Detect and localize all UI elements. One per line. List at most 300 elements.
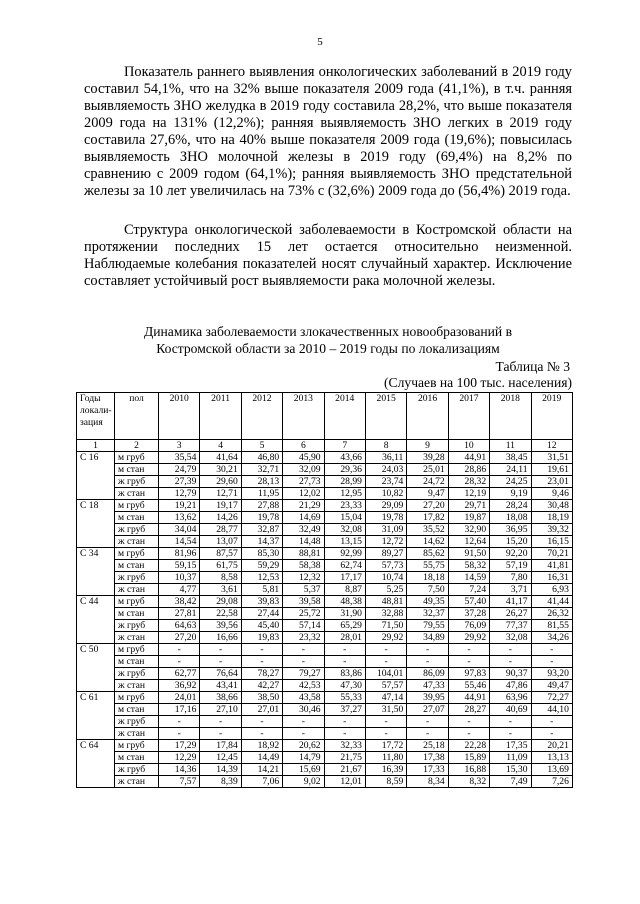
value-cell: 12,19 (448, 488, 489, 500)
value-cell: 27,01 (241, 704, 282, 716)
value-cell: 41,64 (200, 452, 241, 464)
value-cell: 15,30 (490, 764, 531, 776)
table-row (77, 536, 573, 548)
value-cell: 72,27 (531, 692, 572, 704)
value-cell: 31,90 (324, 608, 365, 620)
value-cell: 12,29 (159, 752, 200, 764)
value-cell: 20,62 (283, 740, 324, 752)
value-cell: 21,67 (324, 764, 365, 776)
value-cell: 77,37 (490, 620, 531, 632)
sex-rate-type-cell: ж стан (115, 536, 159, 548)
table-row (77, 512, 573, 524)
value-cell: 14,54 (159, 536, 200, 548)
value-cell: 49,47 (531, 680, 572, 692)
value-cell: 87,57 (200, 548, 241, 560)
value-cell: 38,42 (159, 596, 200, 608)
value-cell: 14,59 (448, 572, 489, 584)
value-cell: 35,52 (407, 524, 448, 536)
value-cell: 71,50 (365, 620, 406, 632)
value-cell: 8,87 (324, 584, 365, 596)
table-row (77, 644, 573, 656)
value-cell: 18,19 (531, 512, 572, 524)
value-cell: 8,39 (200, 776, 241, 788)
value-cell: 14,26 (200, 512, 241, 524)
sex-rate-type-cell: м груб (115, 548, 159, 560)
page-number: 5 (317, 36, 323, 48)
value-cell: - (324, 716, 365, 728)
sex-rate-type-cell: м груб (115, 644, 159, 656)
value-cell: 32,37 (407, 608, 448, 620)
table-row (77, 680, 573, 692)
sex-rate-type-cell: ж груб (115, 572, 159, 584)
table-row (77, 452, 573, 464)
column-number: 5 (241, 440, 282, 452)
value-cell: 25,18 (407, 740, 448, 752)
value-cell: 81,96 (159, 548, 200, 560)
sex-rate-type-cell: м стан (115, 464, 159, 476)
sex-rate-type-cell: ж стан (115, 728, 159, 740)
column-number: 11 (490, 440, 531, 452)
value-cell: 9,46 (531, 488, 572, 500)
value-cell: 57,40 (448, 596, 489, 608)
value-cell: 32,90 (448, 524, 489, 536)
value-cell: 47,86 (490, 680, 531, 692)
table-caption-line-2: Костромской области за 2010 – 2019 годы по локализациям (156, 341, 500, 356)
value-cell: 43,41 (200, 680, 241, 692)
value-cell: 39,28 (407, 452, 448, 464)
sex-rate-type-cell: ж груб (115, 620, 159, 632)
column-number: 7 (324, 440, 365, 452)
localization-cell: С 18 (77, 500, 115, 548)
sex-rate-type-cell: м груб (115, 740, 159, 752)
value-cell: 32,33 (324, 740, 365, 752)
value-cell: 24,11 (490, 464, 531, 476)
column-number: 8 (365, 440, 406, 452)
value-cell: 76,09 (448, 620, 489, 632)
value-cell: 49,35 (407, 596, 448, 608)
value-cell: - (200, 656, 241, 668)
value-cell: 44,10 (531, 704, 572, 716)
value-cell: 13,69 (531, 764, 572, 776)
column-number: 10 (448, 440, 489, 452)
value-cell: 29,36 (324, 464, 365, 476)
value-cell: 7,80 (490, 572, 531, 584)
value-cell: 44,91 (448, 452, 489, 464)
value-cell: 37,28 (448, 608, 489, 620)
value-cell: 12,53 (241, 572, 282, 584)
value-cell: 12,64 (448, 536, 489, 548)
value-cell: 15,69 (283, 764, 324, 776)
value-cell: 65,29 (324, 620, 365, 632)
value-cell: 57,14 (283, 620, 324, 632)
value-cell: 12,71 (200, 488, 241, 500)
value-cell: 6,93 (531, 584, 572, 596)
sex-rate-type-cell: ж груб (115, 764, 159, 776)
value-cell: 85,62 (407, 548, 448, 560)
value-cell: - (490, 644, 531, 656)
column-number: 2 (115, 440, 159, 452)
value-cell: 24,03 (365, 464, 406, 476)
value-cell: 14,48 (283, 536, 324, 548)
sex-rate-type-cell: ж груб (115, 716, 159, 728)
header-first-line-1: Годы (80, 393, 101, 404)
value-cell: 27,20 (407, 500, 448, 512)
table-row (77, 500, 573, 512)
header-year: 2014 (324, 393, 365, 440)
value-cell: - (448, 644, 489, 656)
table-row (77, 668, 573, 680)
header-year: 2010 (159, 393, 200, 440)
value-cell: 7,50 (407, 584, 448, 596)
value-cell: 57,57 (365, 680, 406, 692)
table-caption (84, 323, 572, 357)
value-cell: 23,01 (531, 476, 572, 488)
value-cell: 32,09 (283, 464, 324, 476)
value-cell: 12,32 (283, 572, 324, 584)
value-cell: 39,32 (531, 524, 572, 536)
value-cell: 46,80 (241, 452, 282, 464)
value-cell: 92,20 (490, 548, 531, 560)
sex-rate-type-cell: м стан (115, 608, 159, 620)
value-cell: 21,75 (324, 752, 365, 764)
value-cell: 17,72 (365, 740, 406, 752)
value-cell: 45,40 (241, 620, 282, 632)
value-cell: 17,17 (324, 572, 365, 584)
sex-rate-type-cell: м груб (115, 500, 159, 512)
value-cell: 78,27 (241, 668, 282, 680)
value-cell: 26,32 (531, 608, 572, 620)
table-row (77, 476, 573, 488)
value-cell: 17,16 (159, 704, 200, 716)
value-cell: 18,92 (241, 740, 282, 752)
value-cell: 28,27 (448, 704, 489, 716)
value-cell: - (448, 716, 489, 728)
value-cell: - (159, 716, 200, 728)
value-cell: 34,89 (407, 632, 448, 644)
value-cell: 16,88 (448, 764, 489, 776)
header-year: 2012 (241, 393, 282, 440)
value-cell: 14,62 (407, 536, 448, 548)
value-cell: 24,72 (407, 476, 448, 488)
table-row (77, 560, 573, 572)
value-cell: 14,36 (159, 764, 200, 776)
value-cell: 8,59 (365, 776, 406, 788)
value-cell: 12,45 (200, 752, 241, 764)
header-year: 2015 (365, 393, 406, 440)
value-cell: 36,95 (490, 524, 531, 536)
value-cell: 55,75 (407, 560, 448, 572)
value-cell: 16,39 (365, 764, 406, 776)
value-cell: - (490, 716, 531, 728)
value-cell: 17,35 (490, 740, 531, 752)
value-cell: 19,78 (241, 512, 282, 524)
table-label: Таблица № 3 (495, 359, 570, 374)
value-cell: - (283, 716, 324, 728)
value-cell: 24,25 (490, 476, 531, 488)
column-number: 4 (200, 440, 241, 452)
value-cell: 25,01 (407, 464, 448, 476)
sex-rate-type-cell: м стан (115, 752, 159, 764)
value-cell: - (159, 728, 200, 740)
value-cell: 12,02 (283, 488, 324, 500)
value-cell: 30,48 (531, 500, 572, 512)
sex-rate-type-cell: ж стан (115, 584, 159, 596)
value-cell: 81,55 (531, 620, 572, 632)
value-cell: 27,73 (283, 476, 324, 488)
value-cell: 15,89 (448, 752, 489, 764)
value-cell: 39,83 (241, 596, 282, 608)
value-cell: - (407, 728, 448, 740)
column-number: 1 (77, 440, 115, 452)
value-cell: 27,44 (241, 608, 282, 620)
header-years-localization (77, 393, 115, 440)
table-caption-line-1: Динамика заболеваемости злокачественных новообразований в (143, 324, 513, 339)
column-number: 3 (159, 440, 200, 452)
value-cell: - (283, 728, 324, 740)
value-cell: 11,95 (241, 488, 282, 500)
localization-cell: С 16 (77, 452, 115, 500)
table-row (77, 776, 573, 788)
value-cell: 37,27 (324, 704, 365, 716)
column-number: 12 (531, 440, 572, 452)
value-cell: 15,20 (490, 536, 531, 548)
table-row (77, 728, 573, 740)
value-cell: 27,20 (159, 632, 200, 644)
value-cell: - (448, 656, 489, 668)
value-cell: - (531, 644, 572, 656)
value-cell: 42,27 (241, 680, 282, 692)
value-cell: 3,61 (200, 584, 241, 596)
value-cell: 48,38 (324, 596, 365, 608)
value-cell: 58,32 (448, 560, 489, 572)
value-cell: 9,47 (407, 488, 448, 500)
value-cell: 13,15 (324, 536, 365, 548)
value-cell: - (531, 656, 572, 668)
value-cell: 47,30 (324, 680, 365, 692)
header-year: 2011 (200, 393, 241, 440)
value-cell: 29,09 (365, 500, 406, 512)
value-cell: 83,86 (324, 668, 365, 680)
value-cell: - (365, 728, 406, 740)
value-cell: 5,25 (365, 584, 406, 596)
value-cell: 32,71 (241, 464, 282, 476)
value-cell: - (241, 716, 282, 728)
value-cell: 55,46 (448, 680, 489, 692)
value-cell: - (241, 656, 282, 668)
value-cell: 79,55 (407, 620, 448, 632)
value-cell: 13,07 (200, 536, 241, 548)
value-cell: 16,66 (200, 632, 241, 644)
value-cell: 11,80 (365, 752, 406, 764)
sex-rate-type-cell: м стан (115, 560, 159, 572)
value-cell: - (365, 656, 406, 668)
sex-rate-type-cell: ж стан (115, 680, 159, 692)
value-cell: 27,10 (200, 704, 241, 716)
value-cell: 8,58 (200, 572, 241, 584)
value-cell: 10,74 (365, 572, 406, 584)
value-cell: 7,57 (159, 776, 200, 788)
table-row (77, 740, 573, 752)
header-first-line-2: локали- (80, 405, 112, 416)
table-row (77, 608, 573, 620)
value-cell: 19,17 (200, 500, 241, 512)
value-cell: 32,08 (324, 524, 365, 536)
value-cell: 38,45 (490, 452, 531, 464)
table-header-row (77, 393, 573, 440)
value-cell: - (365, 644, 406, 656)
value-cell: 12,01 (324, 776, 365, 788)
table-units-note: (Случаев на 100 тыс. населения) (384, 375, 572, 390)
value-cell: 14,79 (283, 752, 324, 764)
value-cell: 25,72 (283, 608, 324, 620)
value-cell: 29,71 (448, 500, 489, 512)
value-cell: 28,99 (324, 476, 365, 488)
value-cell: 5,81 (241, 584, 282, 596)
value-cell: 39,58 (283, 596, 324, 608)
value-cell: 12,79 (159, 488, 200, 500)
value-cell: 17,82 (407, 512, 448, 524)
header-first-line-3: зация (80, 417, 103, 428)
sex-rate-type-cell: ж груб (115, 524, 159, 536)
value-cell: 85,30 (241, 548, 282, 560)
value-cell: - (407, 716, 448, 728)
value-cell: 16,31 (531, 572, 572, 584)
value-cell: 28,24 (490, 500, 531, 512)
value-cell: 7,24 (448, 584, 489, 596)
value-cell: 92,99 (324, 548, 365, 560)
sex-rate-type-cell: ж груб (115, 668, 159, 680)
table-row (77, 752, 573, 764)
sex-rate-type-cell: м груб (115, 452, 159, 464)
sex-rate-type-cell: м стан (115, 656, 159, 668)
value-cell: - (283, 656, 324, 668)
value-cell: 7,06 (241, 776, 282, 788)
value-cell: 28,77 (200, 524, 241, 536)
value-cell: - (531, 716, 572, 728)
value-cell: 58,38 (283, 560, 324, 572)
value-cell: 59,15 (159, 560, 200, 572)
value-cell: 23,32 (283, 632, 324, 644)
value-cell: 22,58 (200, 608, 241, 620)
value-cell: 59,29 (241, 560, 282, 572)
value-cell: 5,37 (283, 584, 324, 596)
value-cell: 27,81 (159, 608, 200, 620)
value-cell: 24,79 (159, 464, 200, 476)
value-cell: 90,37 (490, 668, 531, 680)
value-cell: 19,61 (531, 464, 572, 476)
value-cell: 31,50 (365, 704, 406, 716)
value-cell: 29,92 (365, 632, 406, 644)
header-year: 2016 (407, 393, 448, 440)
paragraph-structure: Структура онкологической заболеваемости в Костромской области на протяжении последних 15 лет остается относительно неизменной. Наблюдаемые колебания показателей носят случайный характер. Исключение составляет устойчивый рост выявляемости рака молочной железы. (84, 222, 572, 289)
value-cell: 28,13 (241, 476, 282, 488)
value-cell: 30,21 (200, 464, 241, 476)
value-cell: 29,60 (200, 476, 241, 488)
value-cell: 28,01 (324, 632, 365, 644)
sex-rate-type-cell: ж стан (115, 632, 159, 644)
header-year: 2019 (531, 393, 572, 440)
value-cell: - (200, 644, 241, 656)
value-cell: 97,83 (448, 668, 489, 680)
localization-cell: С 64 (77, 740, 115, 788)
value-cell: - (200, 728, 241, 740)
table-row (77, 548, 573, 560)
table-row (77, 692, 573, 704)
value-cell: 27,88 (241, 500, 282, 512)
value-cell: 27,07 (407, 704, 448, 716)
value-cell: 57,73 (365, 560, 406, 572)
value-cell: 30,46 (283, 704, 324, 716)
value-cell: 20,21 (531, 740, 572, 752)
value-cell: 27,39 (159, 476, 200, 488)
value-cell: 32,08 (490, 632, 531, 644)
value-cell: 36,11 (365, 452, 406, 464)
value-cell: 44,91 (448, 692, 489, 704)
value-cell: - (241, 728, 282, 740)
value-cell: 62,74 (324, 560, 365, 572)
table-row (77, 464, 573, 476)
table-row (77, 488, 573, 500)
sex-rate-type-cell: м груб (115, 692, 159, 704)
value-cell: 19,21 (159, 500, 200, 512)
value-cell: 17,33 (407, 764, 448, 776)
value-cell: 79,27 (283, 668, 324, 680)
value-cell: 22,28 (448, 740, 489, 752)
sex-rate-type-cell: м груб (115, 596, 159, 608)
header-year: 2018 (490, 393, 531, 440)
value-cell: 41,81 (531, 560, 572, 572)
value-cell: 14,37 (241, 536, 282, 548)
value-cell: 12,95 (324, 488, 365, 500)
column-number: 6 (283, 440, 324, 452)
localization-cell: С 61 (77, 692, 115, 740)
value-cell: 11,09 (490, 752, 531, 764)
column-number-row (77, 440, 573, 452)
value-cell: 43,58 (283, 692, 324, 704)
value-cell: 10,37 (159, 572, 200, 584)
value-cell: 29,08 (200, 596, 241, 608)
header-sex: пол (115, 393, 159, 440)
value-cell: - (365, 716, 406, 728)
value-cell: 28,86 (448, 464, 489, 476)
value-cell: 41,44 (531, 596, 572, 608)
value-cell: 4,77 (159, 584, 200, 596)
value-cell: 42,53 (283, 680, 324, 692)
value-cell: 61,75 (200, 560, 241, 572)
value-cell: 93,20 (531, 668, 572, 680)
value-cell: 39,95 (407, 692, 448, 704)
value-cell: 23,74 (365, 476, 406, 488)
value-cell: 45,90 (283, 452, 324, 464)
value-cell: - (200, 716, 241, 728)
value-cell: 34,26 (531, 632, 572, 644)
value-cell: 63,96 (490, 692, 531, 704)
value-cell: 9,19 (490, 488, 531, 500)
value-cell: 38,50 (241, 692, 282, 704)
value-cell: 62,77 (159, 668, 200, 680)
value-cell: 18,08 (490, 512, 531, 524)
sex-rate-type-cell: м стан (115, 512, 159, 524)
value-cell: 89,27 (365, 548, 406, 560)
value-cell: 9,02 (283, 776, 324, 788)
value-cell: 31,51 (531, 452, 572, 464)
value-cell: 47,33 (407, 680, 448, 692)
value-cell: 31,09 (365, 524, 406, 536)
value-cell: - (490, 728, 531, 740)
value-cell: 12,72 (365, 536, 406, 548)
value-cell: 17,84 (200, 740, 241, 752)
value-cell: 88,81 (283, 548, 324, 560)
